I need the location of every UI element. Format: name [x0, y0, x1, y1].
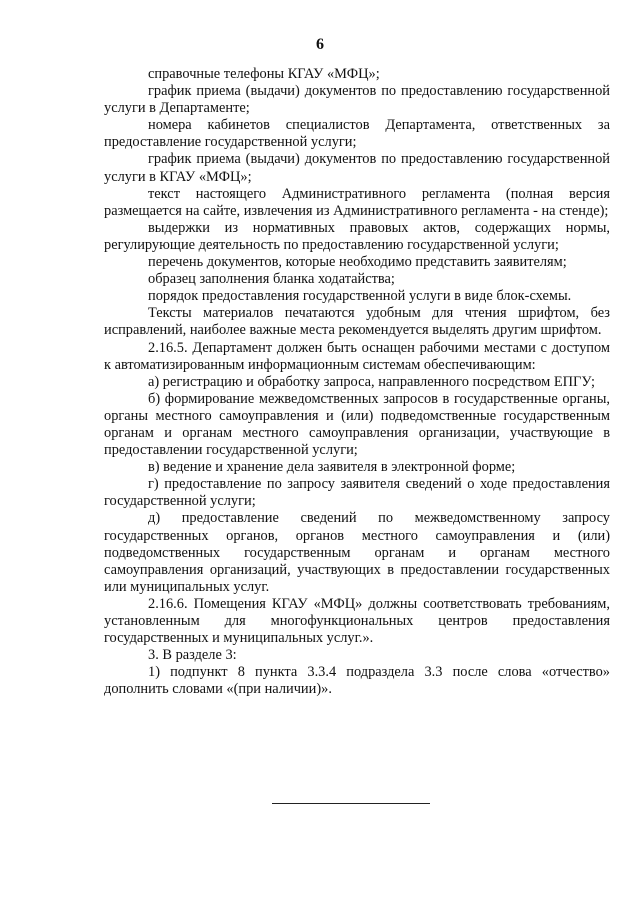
paragraph-legal-extracts: выдержки из нормативных правовых актов, содержащих нормы, регулирующие деятельность по предоставлению государственной услуги;: [104, 219, 610, 253]
paragraph-reference-phones: справочные телефоны КГАУ «МФЦ»;: [148, 66, 380, 82]
paragraph-schedule-department: график приема (выдачи) документов по предоставлению государственной услуги в Департаменте;: [104, 83, 610, 117]
closing-rule: [272, 803, 430, 804]
paragraph-item-v: в) ведение и хранение дела заявителя в электронной форме;: [148, 459, 516, 476]
paragraph-schedule-mfc: график приема (выдачи) документов по предоставлению государственной услуги в КГАУ «МФЦ»;: [104, 151, 610, 185]
paragraph-regulation-text: текст настоящего Административного регламента (полная версия размещается на сайте, извлечения из Административного регламента - на стенде);: [104, 185, 610, 219]
paragraph-item-a: а) регистрацию и обработку запроса, направленного посредством ЕПГУ;: [148, 373, 596, 390]
paragraph-documents-list: перечень документов, которые необходимо представить заявителям;: [148, 254, 567, 271]
paragraph-2-16-6: 2.16.6. Помещения КГАУ «МФЦ» должны соответствовать требованиям, установленным для многофункциональных центров предоставления государственных и муниципальных услуг.».: [104, 595, 610, 647]
paragraph-office-numbers: номера кабинетов специалистов Департамента, ответственных за предоставление государственной услуги;: [104, 117, 610, 151]
page-number: 6: [316, 36, 324, 53]
paragraph-subitem-1: 1) подпункт 8 пункта 3.3.4 подраздела 3.3 после слова «отчество» дополнить словами «(при наличии)».: [104, 664, 610, 698]
paragraph-section-3: 3. В разделе 3:: [148, 647, 237, 664]
paragraph-flowchart: порядок предоставления государственной услуги в виде блок-схемы.: [148, 288, 572, 305]
paragraph-2-16-5: 2.16.5. Департамент должен быть оснащен рабочими местами с доступом к автоматизированным информационным системам обеспечивающим:: [104, 339, 610, 373]
paragraph-form-sample: образец заполнения бланка ходатайства;: [148, 271, 395, 288]
paragraph-item-g: г) предоставление по запросу заявителя сведений о ходе предоставления государственной услуги;: [104, 476, 610, 510]
paragraph-item-d: д) предоставление сведений по межведомственному запросу государственных органов, органов местного самоуправления и (или) подведомственных государственным органам и органам местного самоуправления организаций, участвующих в предоставлении государственных или муниципальных услуг.: [104, 510, 610, 595]
document-body: [104, 66, 610, 698]
paragraph-materials-font: Тексты материалов печатаются удобным для чтения шрифтом, без исправлений, наиболее важные места рекомендуется выделять другим шрифтом.: [104, 305, 610, 339]
paragraph-item-b: б) формирование межведомственных запросов в государственные органы, органы местного самоуправления и (или) подведомственные государственным органам и органам местного самоуправления организации, участвующие в предоставлении государственной услуги;: [104, 390, 610, 459]
